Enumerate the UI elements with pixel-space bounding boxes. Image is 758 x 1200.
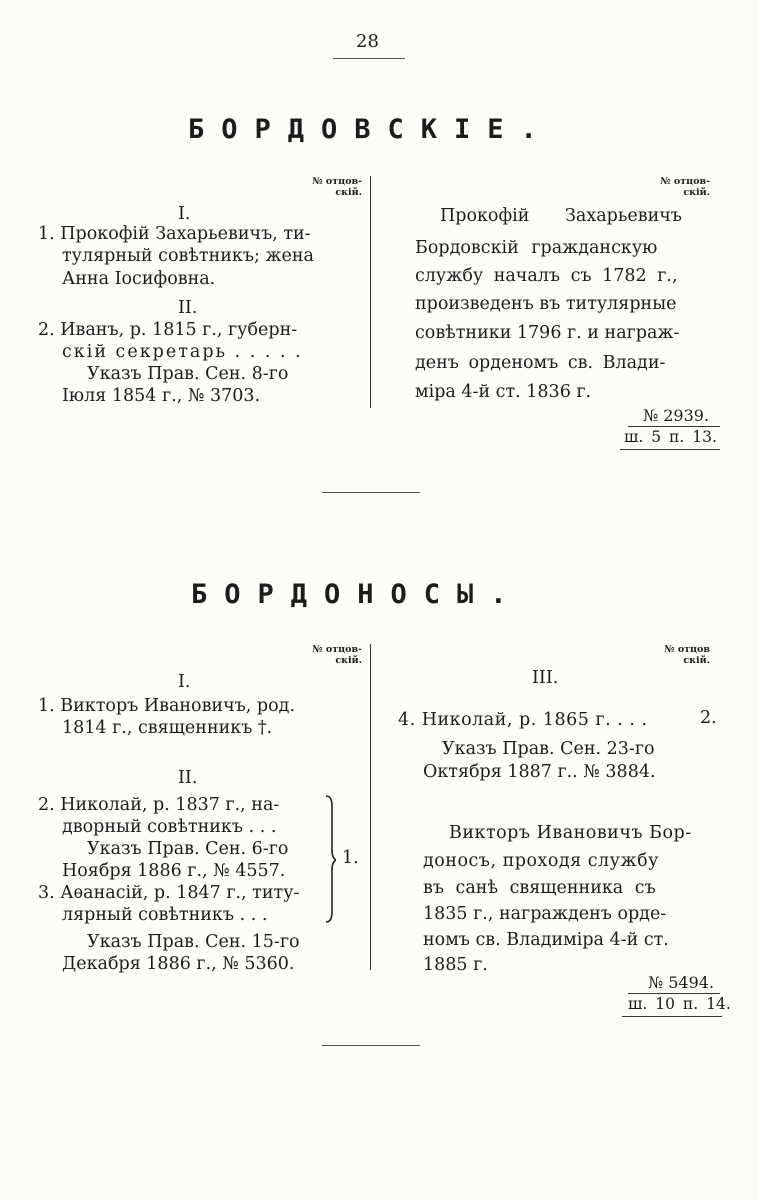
entry-line: тулярный совѣтникъ; жена (62, 246, 314, 266)
bio-line: совѣтники 1796 г. и награж- (415, 323, 680, 343)
section-title-bordonosy: БОРДОНОСЫ. (191, 579, 524, 610)
decree-line: Іюля 1854 г., № 3703. (62, 386, 261, 406)
column-header-right: № отцов- скій. (660, 176, 710, 198)
decree-line: Указъ Прав. Сен. 6-го (87, 839, 289, 859)
bio-line: міра 4-й ст. 1836 г. (415, 382, 592, 402)
entry-line: 1814 г., священникъ †. (62, 718, 273, 738)
bio-line: Викторъ Ивановичъ Бор- (449, 823, 692, 843)
bio-line: 1835 г., награжденъ орде- (423, 904, 667, 924)
bio-line: номъ св. Владиміра 4-й ст. (423, 930, 669, 950)
father-number: 1. (342, 848, 359, 868)
decree-line: Декабря 1886 г., № 5360. (62, 954, 295, 974)
entry-line: 2. Николай, р. 1837 г., на- (38, 795, 280, 815)
generation-heading: I. (178, 204, 191, 224)
entry-line: 2. Иванъ, р. 1815 г., губерн- (38, 320, 298, 340)
decree-line: Указъ Прав. Сен. 8-го (87, 364, 289, 384)
page-number-rule (333, 58, 405, 59)
archive-location: ш. 10 п. 14. (628, 995, 731, 1013)
bio-line: Бордовскій гражданскую (415, 238, 658, 258)
father-number: 2. (700, 708, 717, 728)
entry-line: лярный совѣтникъ . . . (62, 905, 268, 925)
section-divider (322, 492, 420, 493)
generation-heading: II. (178, 768, 198, 788)
decree-line: Указъ Прав. Сен. 23-го (442, 739, 655, 759)
archive-rule (628, 993, 720, 994)
page-number: 28 (356, 31, 379, 52)
entry-line: 3. Аѳанасій, р. 1847 г., титу- (38, 883, 300, 903)
brace (324, 794, 336, 924)
column-divider (370, 176, 371, 408)
archive-number: № 5494. (648, 973, 715, 992)
entry-line: 4. Николай, р. 1865 г. . . . (398, 710, 648, 730)
entry-line: дворный совѣтникъ . . . (62, 817, 277, 837)
archive-number: № 2939. (643, 406, 710, 425)
entry-line: 1. Викторъ Ивановичъ, род. (38, 696, 296, 716)
entry-line: 1. Прокофій Захарьевичъ, ти- (38, 224, 311, 244)
column-header-left: № отцов- скій. (312, 176, 362, 198)
generation-heading: III. (532, 668, 559, 688)
decree-line: Ноября 1886 г., № 4557. (62, 861, 286, 881)
bio-line: службу началъ съ 1782 г., (415, 266, 678, 286)
generation-heading: II. (178, 298, 198, 318)
column-header-left: № отцов- скій. (312, 644, 362, 666)
bio-line: денъ орденомъ св. Влади- (415, 353, 666, 373)
column-divider (370, 644, 371, 970)
bio-line: произведенъ въ титулярные (415, 294, 677, 314)
bio-line: въ санѣ священника съ (423, 878, 656, 898)
section-divider (322, 1045, 420, 1046)
decree-line: Октября 1887 г.. № 3884. (423, 762, 656, 782)
decree-line: Указъ Прав. Сен. 15-го (87, 932, 300, 952)
bio-line: доносъ, проходя службу (423, 851, 659, 871)
archive-location: ш. 5 п. 13. (624, 428, 717, 446)
generation-heading: I. (178, 672, 191, 692)
entry-line: Анна Іосифовна. (62, 269, 216, 289)
column-header-right: № отцов скій. (664, 644, 710, 666)
archive-rule (622, 1016, 722, 1017)
section-title-bordovskie: БОРДОВСКІЕ. (188, 114, 554, 145)
bio-line: 1885 г. (423, 955, 488, 975)
entry-line: скій секретарь . . . . . (62, 342, 303, 362)
archive-rule (628, 426, 720, 427)
archive-rule (620, 449, 720, 450)
bio-line: Прокофій Захарьевичъ (440, 206, 682, 226)
